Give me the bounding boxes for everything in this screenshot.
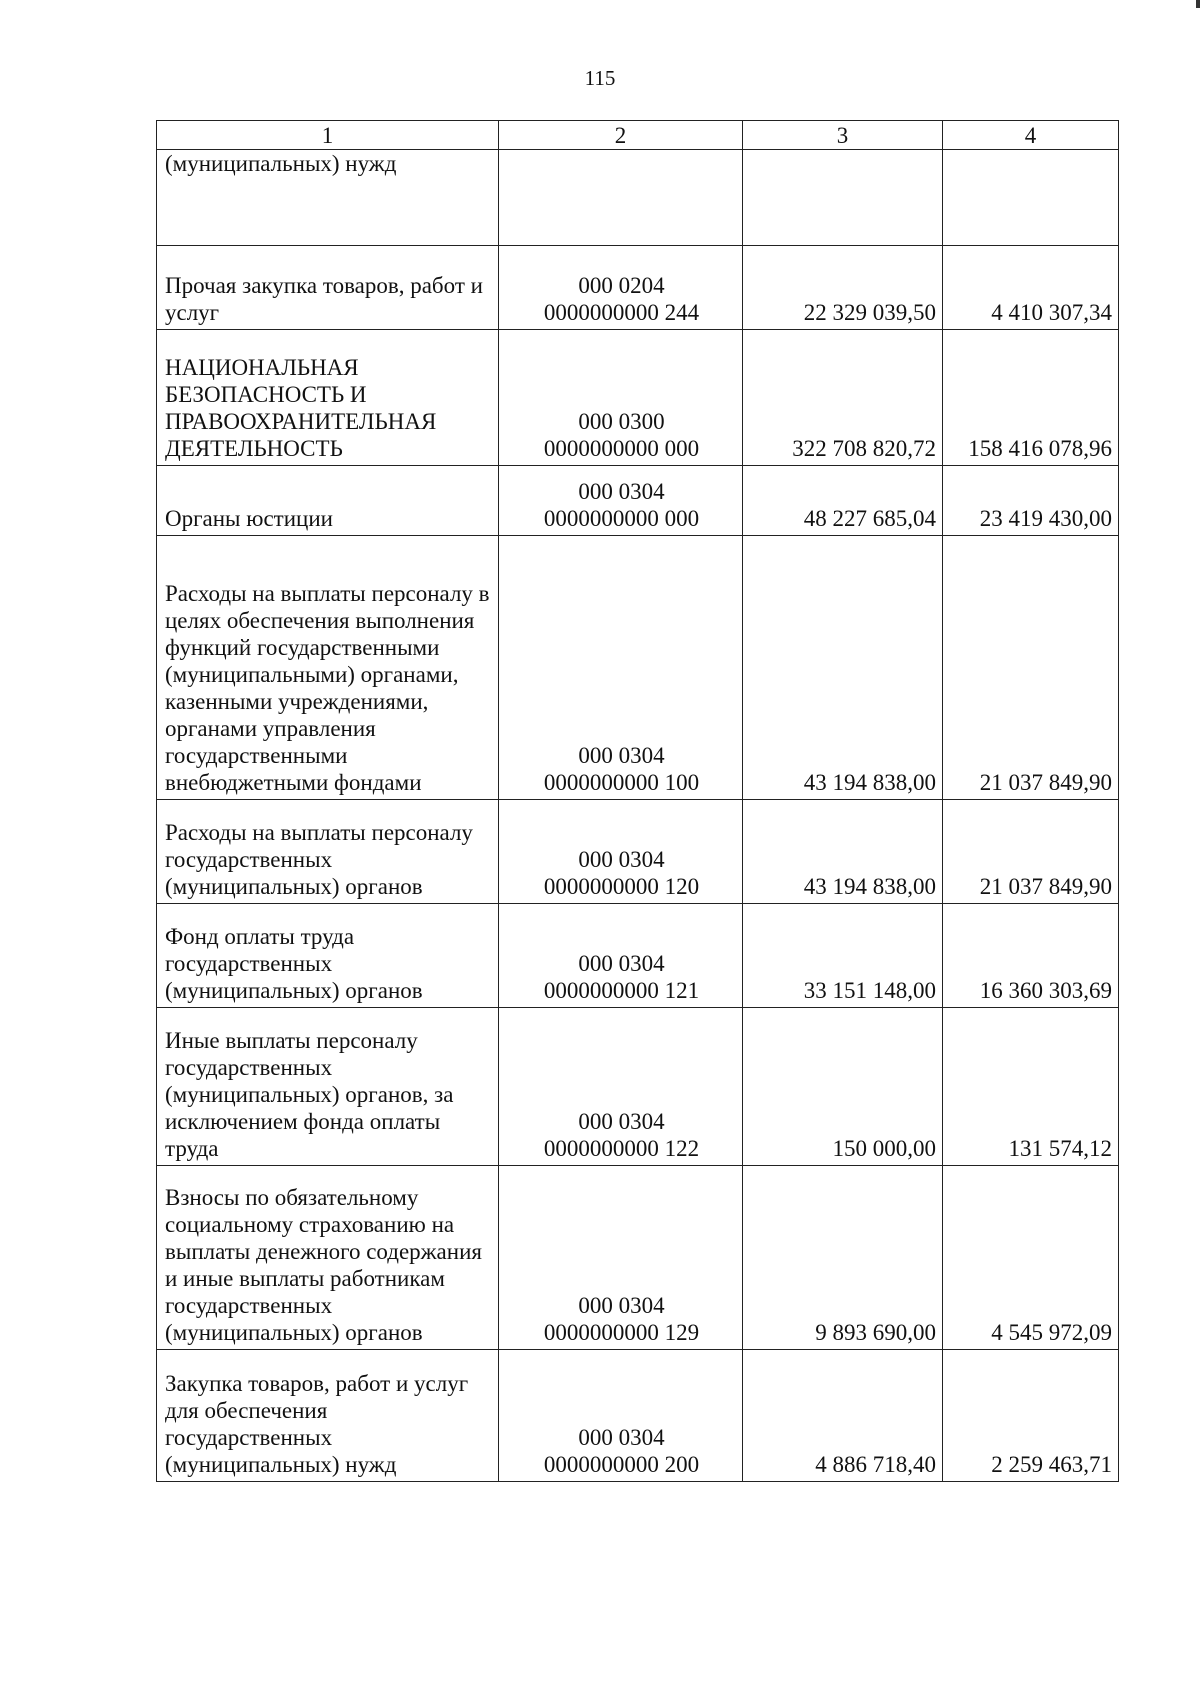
row-name: Закупка товаров, работ и услуг для обеспечения государственных (муниципальных) нужд [157,1350,499,1482]
row-value-col4: 2 259 463,71 [943,1350,1119,1482]
row-code [499,800,743,904]
row-code-section: 000 0304 [578,479,665,504]
row-value-col4: 21 037 849,90 [943,536,1119,800]
row-value-col3: 48 227 685,04 [743,466,943,536]
continuation-row [157,150,1119,246]
column-header-2: 2 [499,121,743,150]
row-code [499,1350,743,1482]
table-body [157,246,1119,1482]
row-name: Прочая закупка товаров, работ и услуг [157,246,499,330]
table-row [157,1008,1119,1166]
column-header-1: 1 [157,121,499,150]
row-name: Взносы по обязательному социальному страхованию на выплаты денежного содержания и иные выплаты работникам государственных (муниципальных) органов [157,1166,499,1350]
table-row [157,466,1119,536]
row-name: Иные выплаты персоналу государственных (муниципальных) органов, за исключением фонда оплаты труда [157,1008,499,1166]
row-value-col3: 22 329 039,50 [743,246,943,330]
table-header-row [157,121,1119,150]
row-code [499,330,743,466]
row-code [499,904,743,1008]
page-number: 115 [584,66,616,90]
table-row [157,1350,1119,1482]
row-code-section: 000 0304 [578,1109,665,1134]
row-name: Органы юстиции [157,466,499,536]
budget-table [156,120,1119,1482]
row-value-col3: 33 151 148,00 [743,904,943,1008]
row-code [499,246,743,330]
row-code-target: 0000000000 100 [543,770,700,795]
row-code [499,1166,743,1350]
row-code-section: 000 0304 [578,1293,665,1318]
row-name: Фонд оплаты труда государственных (муниципальных) органов [157,904,499,1008]
row-code-target: 0000000000 129 [543,1320,700,1345]
table-row [157,1166,1119,1350]
row-value-col3: 43 194 838,00 [743,536,943,800]
row-code-section: 000 0300 [578,409,665,434]
row-code-target: 0000000000 122 [543,1136,700,1161]
edge-mark [1196,0,1200,8]
row-code-section: 000 0304 [578,847,665,872]
table-row [157,330,1119,466]
row-value-col4: 131 574,12 [943,1008,1119,1166]
table-row [157,904,1119,1008]
row-name: Расходы на выплаты персоналу государственных (муниципальных) органов [157,800,499,904]
row-code-section: 000 0304 [578,1425,665,1450]
row-value-col4: 21 037 849,90 [943,800,1119,904]
row-value-col3: 322 708 820,72 [743,330,943,466]
table-row [157,246,1119,330]
row-code [499,1008,743,1166]
table-row [157,536,1119,800]
column-header-3: 3 [743,121,943,150]
row-code-target: 0000000000 244 [543,300,700,325]
column-header-4: 4 [943,121,1119,150]
row-value-col3: 4 886 718,40 [743,1350,943,1482]
table-row [157,800,1119,904]
row-value-col4: 23 419 430,00 [943,466,1119,536]
row-code-target: 0000000000 120 [543,874,700,899]
row-code-section: 000 0304 [578,951,665,976]
row-value-col4: 158 416 078,96 [943,330,1119,466]
row-value-col3: 150 000,00 [743,1008,943,1166]
row-code-target: 0000000000 200 [543,1452,700,1477]
row-code-target: 0000000000 121 [543,978,700,1003]
row-name: НАЦИОНАЛЬНАЯ БЕЗОПАСНОСТЬ И ПРАВООХРАНИТЕЛЬНАЯ ДЕЯТЕЛЬНОСТЬ [157,330,499,466]
row-code-target: 0000000000 000 [543,506,700,531]
row-value-col4: 16 360 303,69 [943,904,1119,1008]
row-code-target: 0000000000 000 [543,436,700,461]
row-code [499,536,743,800]
row-value-col4: 4 410 307,34 [943,246,1119,330]
row-code [499,466,743,536]
continuation-text: (муниципальных) нужд [157,150,499,246]
row-code-section: 000 0304 [578,743,665,768]
row-value-col3: 43 194 838,00 [743,800,943,904]
row-value-col3: 9 893 690,00 [743,1166,943,1350]
row-code-section: 000 0204 [578,273,665,298]
row-name: Расходы на выплаты персоналу в целях обеспечения выполнения функций государственными (муниципальными) органами, казенными учреждениями, органами управления государственными внебюджетными фондами [157,536,499,800]
row-value-col4: 4 545 972,09 [943,1166,1119,1350]
